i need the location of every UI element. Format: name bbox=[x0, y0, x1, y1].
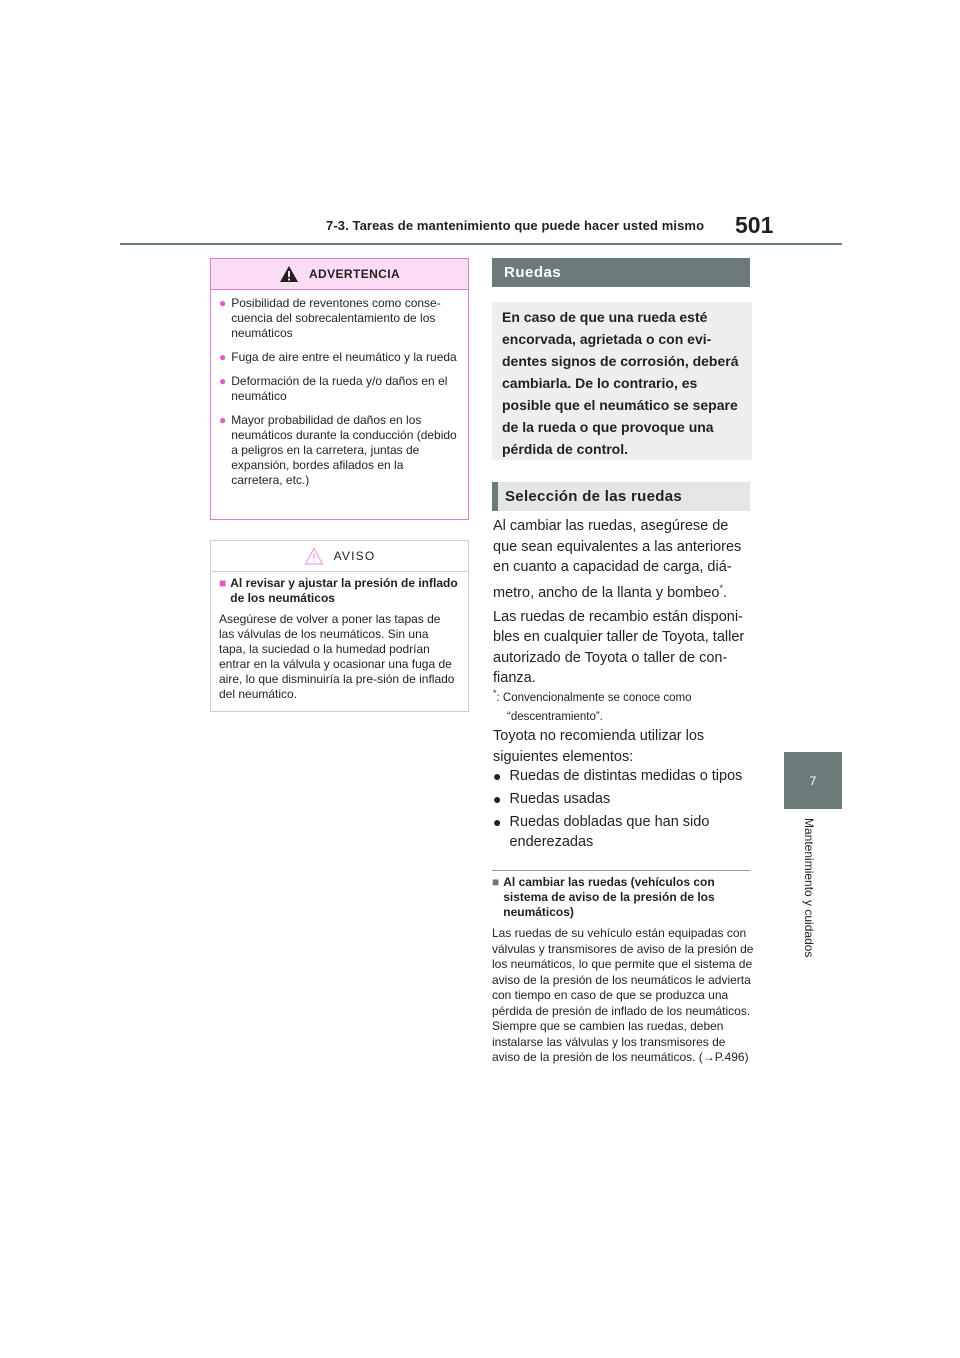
bullet-circle-icon: ● bbox=[219, 374, 227, 388]
warning-box bbox=[210, 258, 469, 520]
chapter-label: Mantenimiento y cuidados bbox=[802, 818, 816, 958]
subheading bbox=[492, 482, 750, 511]
notice-text: Asegúrese de volver a poner las tapas de las válvulas de los neumáticos. Sin una tapa, la suciedad o la humedad podrían entrar en la válvula y ocasionar una fuga de aire, lo que disminuiría la pre-sión de inflado del neumático. bbox=[219, 612, 455, 701]
warning-header bbox=[211, 259, 468, 290]
caution-triangle-icon bbox=[304, 547, 324, 565]
bullet-list bbox=[493, 766, 753, 855]
paragraph: Toyota no recomienda utilizar los siguientes elementos: bbox=[493, 728, 705, 765]
footnote: *: Convencionalmente se conoce como “descentramiento”. bbox=[493, 688, 692, 723]
square-bullet-icon: ■ bbox=[492, 875, 500, 889]
warning-title: ADVERTENCIA bbox=[308, 266, 401, 281]
note-heading: ■ Al cambiar las ruedas (vehículos con sistema de aviso de la presión de los neumáticos) bbox=[492, 875, 715, 919]
chapter-tab[interactable] bbox=[784, 752, 842, 809]
notice-header bbox=[211, 541, 468, 572]
list-item: ● Mayor probabilidad de daños en los neumáticos durante la conducción (debido a peligros en la carretera, juntas de expansión, bordes afilados en la carretera, etc.) bbox=[219, 413, 457, 487]
warning-triangle-icon bbox=[279, 265, 299, 283]
list-item: ● Ruedas usadas bbox=[493, 791, 611, 807]
list-item: ● Deformación de la rueda y/o daños en el neumático bbox=[219, 374, 448, 403]
section-title: Ruedas bbox=[492, 258, 750, 287]
footnote-mark: * bbox=[719, 582, 724, 593]
callout-box: En caso de que una rueda esté encorvada, agrietada o con evi-dentes signos de corrosión, deberá cambiarla. De lo contrario, es posible que el neumático se separe de la rueda o que provoque una pérdida de control. bbox=[492, 302, 752, 460]
section-divider bbox=[492, 870, 750, 871]
list-item: ● Ruedas de distintas medidas o tipos bbox=[493, 768, 743, 784]
header-rule bbox=[120, 243, 842, 245]
reference-arrow-icon: → bbox=[702, 1050, 715, 1064]
page-number: 501 bbox=[735, 212, 774, 238]
warning-list bbox=[211, 290, 468, 488]
notice-heading: ■ Al revisar y ajustar la presión de inflado de los neumáticos bbox=[219, 576, 458, 605]
list-item: ● Posibilidad de reventones como conse-cuencia del sobrecalentamiento de los neumáticos bbox=[219, 296, 441, 340]
note-text: Las ruedas de su vehículo están equipadas con válvulas y transmisores de aviso de la presión de los neumáticos, lo que permite que el sistema de aviso de la presión de los neumáticos le advierta con tiempo en caso de que se produzca una pérdida de presión de inflado de los neumáticos. Siempre que se cambien las ruedas, deben instalarse las válvulas y los transmisores de aviso de la presión de los neumáticos. (→P.496) bbox=[492, 926, 754, 1064]
list-item: ● Ruedas dobladas que han sido enderezadas bbox=[493, 814, 710, 850]
running-header: 7-3. Tareas de mantenimiento que puede hacer usted mismo bbox=[326, 218, 705, 233]
bullet-circle-icon: ● bbox=[219, 296, 227, 310]
notice-title: AVISO bbox=[333, 548, 376, 563]
notice-box bbox=[210, 540, 469, 712]
subheading-text: Selección de las ruedas bbox=[505, 488, 682, 505]
bullet-dot-icon: ● bbox=[493, 791, 502, 807]
bullet-circle-icon: ● bbox=[219, 350, 227, 364]
square-bullet-icon: ■ bbox=[219, 576, 227, 590]
list-item: ● Fuga de aire entre el neumático y la rueda bbox=[219, 350, 457, 364]
subheading-accent bbox=[492, 482, 498, 511]
chapter-number: 7 bbox=[809, 773, 817, 788]
page-reference-link[interactable]: P.496) bbox=[714, 1050, 749, 1064]
bullet-dot-icon: ● bbox=[493, 814, 502, 830]
bullet-dot-icon: ● bbox=[493, 768, 502, 784]
bullet-circle-icon: ● bbox=[219, 413, 227, 427]
paragraph: Al cambiar las ruedas, asegúrese de que sean equivalentes a las anteriores en cuanto a capacidad de carga, diá-metro, ancho de la llanta y bombeo*. Las ruedas de recambio están disponi-bles en cualquier taller de Toyota, taller autorizado de Toyota o taller de con-fianza. bbox=[493, 518, 745, 687]
